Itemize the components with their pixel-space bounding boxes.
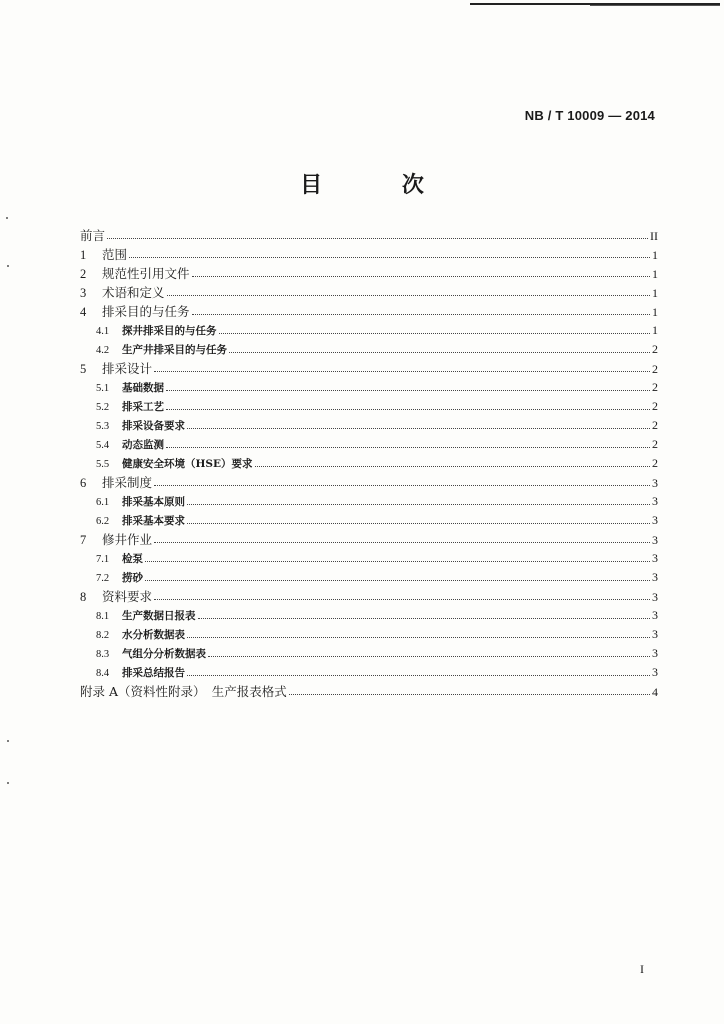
toc-entry-page: 2	[652, 456, 658, 470]
toc-leader-dots	[187, 428, 650, 429]
toc-leader-dots	[107, 238, 648, 239]
scan-speck	[7, 265, 9, 267]
toc-entry-number: 8.1	[96, 611, 110, 622]
toc-entry[interactable]	[80, 568, 658, 587]
toc-entry[interactable]	[80, 549, 658, 568]
toc-entry-page: II	[650, 229, 658, 243]
toc-entry-page: 3	[652, 494, 658, 508]
toc-entry-page: 3	[652, 533, 658, 547]
toc-entry-title: 资料要求	[102, 589, 153, 604]
toc-entry-title: 捞砂	[122, 572, 143, 584]
toc-entry-number: 4.2	[96, 345, 110, 356]
toc-entry-page: 1	[652, 267, 658, 281]
toc-leader-dots	[145, 580, 650, 581]
toc-entry[interactable]	[80, 473, 658, 492]
toc-entry-page: 3	[652, 476, 658, 490]
toc-entry[interactable]	[80, 378, 658, 397]
toc-leader-dots	[166, 409, 650, 410]
toc-entry-page: 4	[652, 685, 658, 699]
toc-entry-number: 5.1	[96, 383, 110, 394]
toc-leader-dots	[166, 390, 650, 391]
toc-entry-page: 3	[652, 513, 658, 527]
toc-entry-title: 排采总结报告	[122, 667, 185, 679]
toc-entry-page: 2	[652, 399, 658, 413]
scan-speck	[7, 782, 9, 784]
toc-leader-dots	[192, 276, 650, 277]
toc-entry-title: 动态监测	[122, 439, 164, 451]
toc-leader-dots	[187, 504, 650, 505]
toc-entry-page: 1	[652, 248, 658, 262]
toc-leader-dots	[255, 466, 650, 467]
page-title: 目 次	[300, 172, 460, 198]
toc-leader-dots	[229, 352, 650, 353]
toc-entry-number: 1	[80, 248, 87, 262]
toc-entry-number: 7.1	[96, 554, 110, 565]
toc-entry[interactable]	[80, 397, 658, 416]
toc-entry-title: 前言	[80, 228, 106, 243]
toc-entry[interactable]	[80, 226, 658, 245]
toc-leader-dots	[166, 447, 650, 448]
toc-entry-page: 3	[652, 646, 658, 660]
toc-entry-page: 3	[652, 551, 658, 565]
toc-entry-page: 2	[652, 380, 658, 394]
toc-leader-dots	[198, 618, 651, 619]
toc-leader-dots	[154, 371, 650, 372]
toc-entry[interactable]	[80, 625, 658, 644]
toc-entry-title: 气组分分析数据表	[122, 648, 206, 660]
toc-entry-title: 规范性引用文件	[102, 266, 190, 281]
standard-code: NB / T 10009 — 2014	[524, 108, 655, 123]
toc-entry-number: 7.2	[96, 573, 110, 584]
toc-entry-title: 生产井排采目的与任务	[122, 344, 227, 356]
toc-entry-number: 5.5	[96, 459, 110, 470]
toc-entry[interactable]	[80, 454, 658, 473]
toc-entry-number: 3	[80, 286, 87, 300]
top-rule-thin	[590, 5, 720, 6]
toc-entry-page: 3	[652, 608, 658, 622]
toc-entry-number: 8.4	[96, 668, 110, 679]
toc-entry-page: 1	[652, 305, 658, 319]
toc-leader-dots	[187, 675, 650, 676]
toc-entry[interactable]	[80, 283, 658, 302]
page-number: I	[640, 962, 644, 976]
toc-entry-number: 7	[80, 533, 87, 547]
toc-leader-dots	[154, 599, 650, 600]
toc-entry-number: 5.3	[96, 421, 110, 432]
toc-entry[interactable]	[80, 492, 658, 511]
toc-leader-dots	[289, 694, 650, 695]
toc-entry-title: 排采设计	[102, 361, 153, 376]
toc-entry[interactable]	[80, 587, 658, 606]
toc-entry-number: 4	[80, 305, 87, 319]
toc-leader-dots	[219, 333, 651, 334]
toc-leader-dots	[187, 637, 650, 638]
toc-entry-number: 6.1	[96, 497, 110, 508]
toc-entry-title: 术语和定义	[102, 285, 165, 300]
toc-entry[interactable]	[80, 321, 658, 340]
toc-entry-title: 基础数据	[122, 382, 164, 394]
toc-entry-page: 2	[652, 418, 658, 432]
toc-entry[interactable]	[80, 606, 658, 625]
toc-entry-number: 2	[80, 267, 87, 281]
toc-entry-title: 修井作业	[102, 532, 153, 547]
toc-entry[interactable]	[80, 302, 658, 321]
toc-entry[interactable]	[80, 245, 658, 264]
toc-entry-number: 4.1	[96, 326, 110, 337]
toc-entry-title: 水分析数据表	[122, 629, 185, 641]
table-of-contents	[80, 226, 658, 701]
toc-entry-page: 3	[652, 570, 658, 584]
toc-entry[interactable]	[80, 682, 658, 701]
toc-entry-title: 探井排采目的与任务	[122, 325, 217, 337]
toc-entry-page: 3	[652, 627, 658, 641]
toc-leader-dots	[129, 257, 650, 258]
toc-entry-page: 1	[652, 323, 658, 337]
toc-entry[interactable]	[80, 359, 658, 378]
toc-leader-dots	[187, 523, 650, 524]
toc-entry-page: 3	[652, 665, 658, 679]
toc-entry-title: 生产数据日报表	[122, 610, 196, 622]
toc-entry-title: 排采设备要求	[122, 420, 185, 432]
toc-entry-title: 排采目的与任务	[102, 304, 190, 319]
toc-entry-number: 6.2	[96, 516, 110, 527]
toc-entry[interactable]	[80, 264, 658, 283]
toc-entry-page: 2	[652, 362, 658, 376]
toc-entry-number: 8	[80, 590, 87, 604]
toc-entry-number: 8.2	[96, 630, 110, 641]
scan-speck	[7, 740, 9, 742]
toc-entry-number: 5.4	[96, 440, 110, 451]
toc-entry-number: 8.3	[96, 649, 110, 660]
toc-entry-number: 5.2	[96, 402, 110, 413]
scan-speck	[6, 217, 8, 219]
toc-entry-title: 排采工艺	[122, 401, 164, 413]
toc-leader-dots	[154, 542, 650, 543]
toc-entry-title: 健康安全环境（HSE）要求	[122, 458, 253, 470]
toc-leader-dots	[154, 485, 650, 486]
toc-entry-page: 2	[652, 342, 658, 356]
toc-entry-page: 2	[652, 437, 658, 451]
toc-leader-dots	[145, 561, 650, 562]
toc-entry-title: 范围	[102, 247, 128, 262]
toc-entry[interactable]	[80, 435, 658, 454]
toc-entry-title: 附录 A（资料性附录） 生产报表格式	[80, 684, 287, 699]
toc-entry-title: 检泵	[122, 553, 143, 565]
toc-entry-page: 1	[652, 286, 658, 300]
toc-entry-number: 5	[80, 362, 87, 376]
toc-entry-title: 排采基本原则	[122, 496, 185, 508]
toc-entry[interactable]	[80, 644, 658, 663]
toc-entry[interactable]	[80, 663, 658, 682]
toc-entry[interactable]	[80, 511, 658, 530]
toc-entry[interactable]	[80, 416, 658, 435]
toc-entry-title: 排采基本要求	[122, 515, 185, 527]
toc-entry[interactable]	[80, 530, 658, 549]
toc-leader-dots	[167, 295, 650, 296]
toc-leader-dots	[208, 656, 650, 657]
toc-entry-title: 排采制度	[102, 475, 153, 490]
toc-entry[interactable]	[80, 340, 658, 359]
toc-entry-number: 6	[80, 476, 87, 490]
toc-entry-page: 3	[652, 590, 658, 604]
toc-leader-dots	[192, 314, 650, 315]
